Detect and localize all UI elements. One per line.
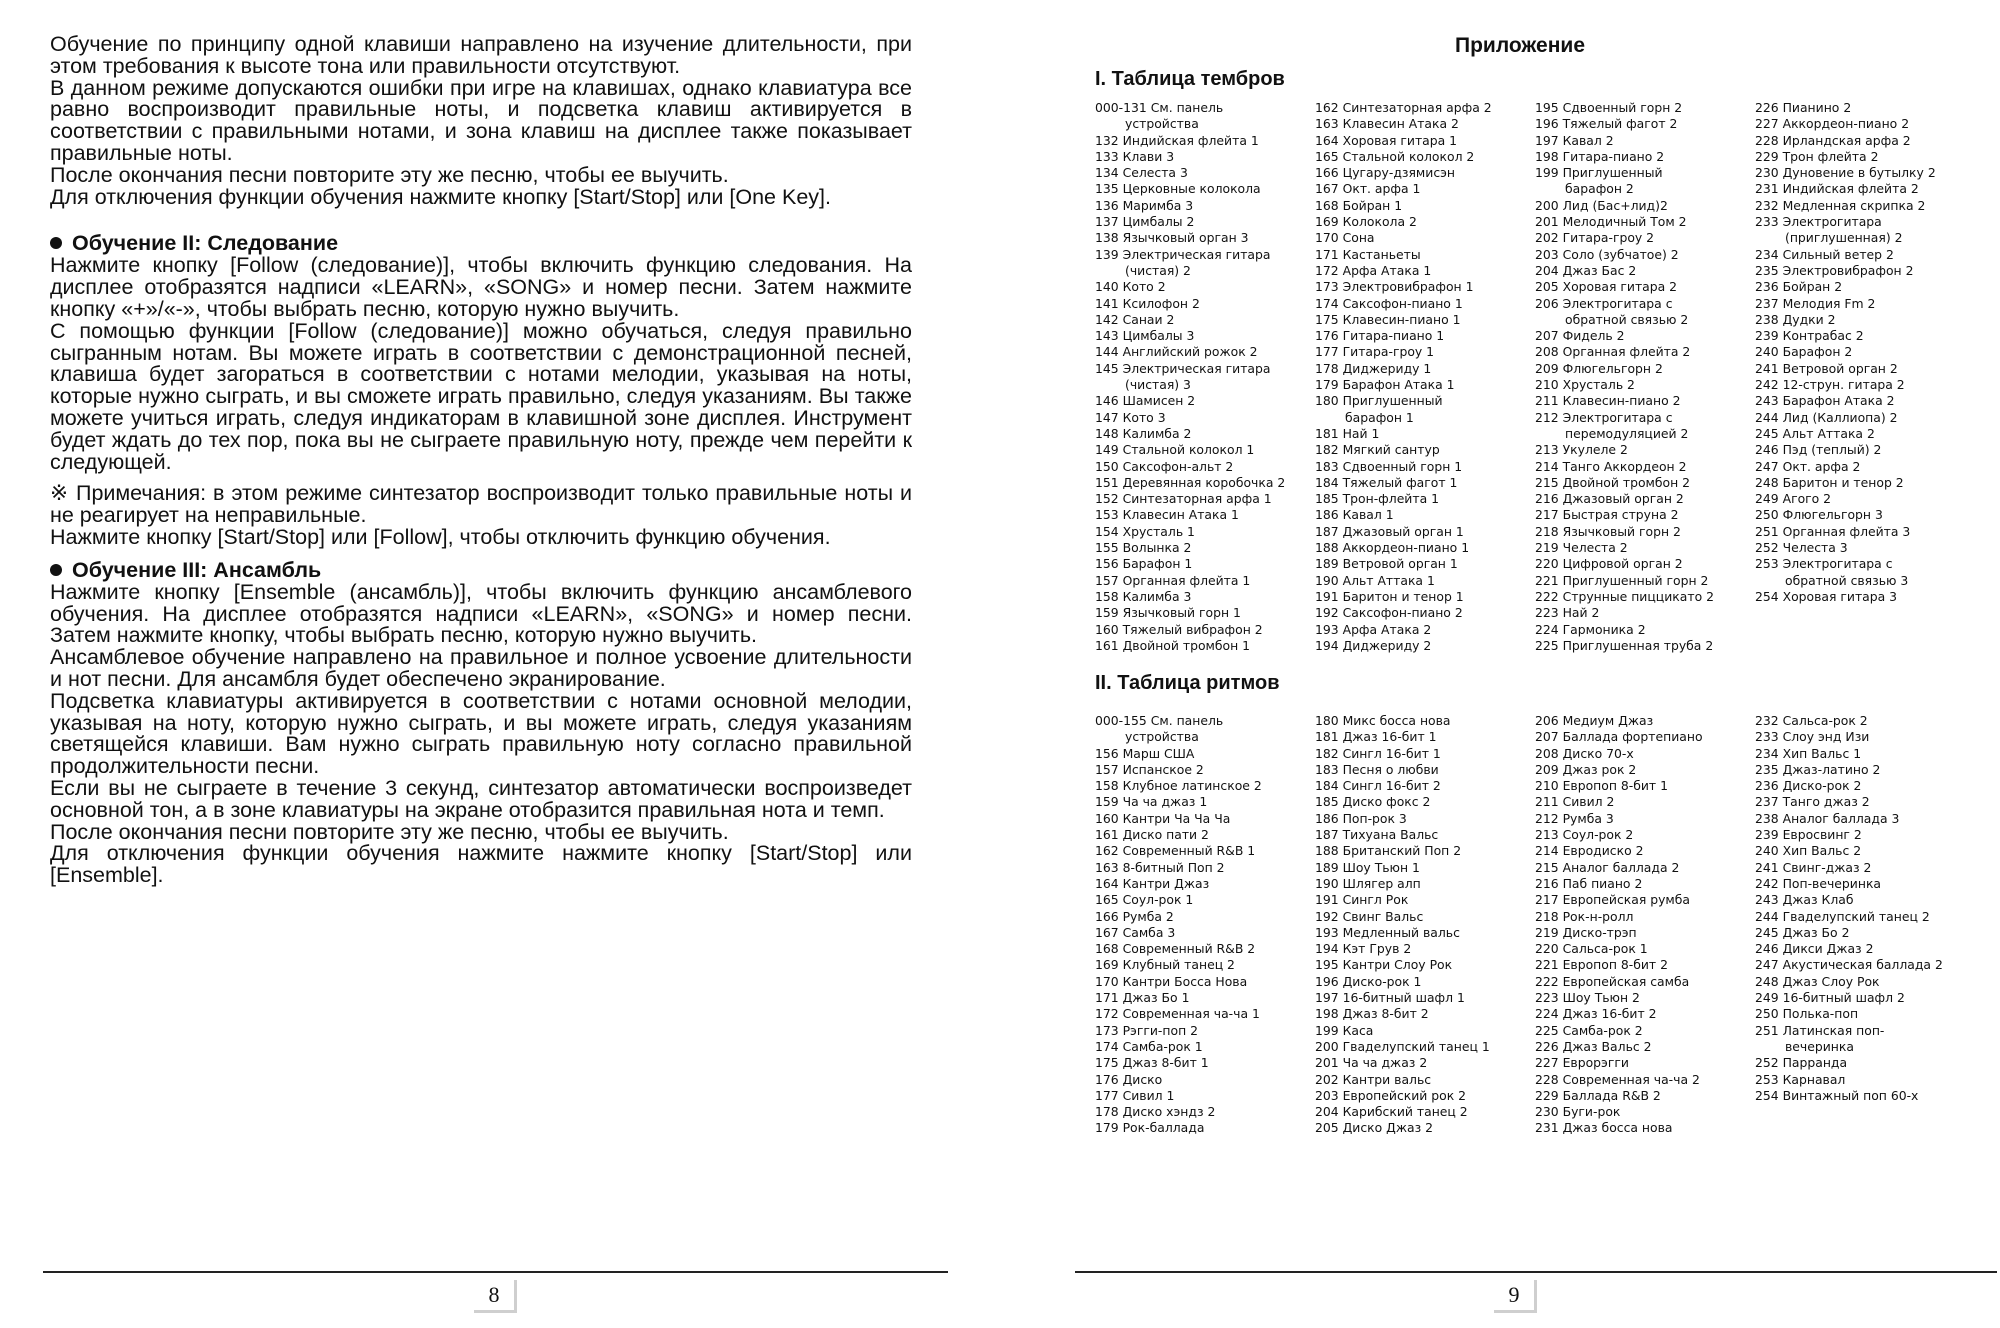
table-entry: 150 Саксофон-альт 2 bbox=[1095, 458, 1234, 474]
intro-paragraph: После окончания песни повторите эту же песню, чтобы ее выучить. bbox=[50, 162, 729, 187]
section-paragraph: Подсветка клавиатуры активируется в соответствии с нотами основной мелодии, указывая на ноту, которую нужно сыграть, и вы можете играть, следуя указаниям светящейся клавиши. Вам нужно сыграть правильную ноту согласно правильной продолжительности песни. bbox=[50, 688, 912, 779]
table-entry: 253 Электрогитара с bbox=[1755, 556, 1893, 572]
table-entry: 216 Джазовый орган 2 bbox=[1535, 491, 1684, 507]
footer-rule bbox=[1075, 1271, 1997, 1273]
table-entry: 217 Европейская румба bbox=[1535, 892, 1691, 908]
table-entry: 224 Джаз 16-бит 2 bbox=[1535, 1006, 1657, 1022]
table-entry: 191 Баритон и тенор 1 bbox=[1315, 588, 1464, 604]
table-entry: 192 Саксофон-пиано 2 bbox=[1315, 605, 1463, 621]
table-entry: 158 Клубное латинское 2 bbox=[1095, 778, 1262, 794]
table-entry: 177 Гитара-грoу 1 bbox=[1315, 344, 1435, 360]
table-entry: 184 Тяжелый фагот 1 bbox=[1315, 474, 1458, 490]
table-entry: 140 Кото 2 bbox=[1095, 279, 1166, 295]
intro-paragraph: В данном режиме допускаются ошибки при игре на клавишах, однако клавиатура все равно воспроизводит правильные ноты, и подсветка клавиш активируется в соответствии с правильными нотами, и зона клавиш на дисплее также показывает правильные ноты. bbox=[50, 75, 912, 165]
table-entry: 226 Джаз Вальс 2 bbox=[1535, 1038, 1652, 1054]
bullet-icon bbox=[50, 564, 62, 576]
table-entry: 247 Окт. арфа 2 bbox=[1755, 458, 1861, 474]
table-entry: 208 Диско 70-х bbox=[1535, 745, 1634, 761]
table-entry: 132 Индийская флейта 1 bbox=[1095, 132, 1259, 148]
table-entry: 224 Гармоника 2 bbox=[1535, 621, 1646, 637]
table-entry: 178 Диджериду 1 bbox=[1315, 360, 1432, 376]
table-entry: 215 Двойной тромбон 2 bbox=[1535, 474, 1691, 490]
table-entry: 195 Сдвоенный горн 2 bbox=[1535, 100, 1683, 115]
table-entry: 194 Диджериду 2 bbox=[1315, 637, 1432, 653]
table-entry: 228 Современная ча-ча 2 bbox=[1535, 1071, 1700, 1087]
table-entry: 212 Румба 3 bbox=[1535, 810, 1614, 826]
table-entry: 171 Джаз Бо 1 bbox=[1095, 990, 1190, 1006]
table-entry: 174 Самба-рок 1 bbox=[1095, 1038, 1203, 1054]
table-entry: 221 Европоп 8-бит 2 bbox=[1535, 957, 1668, 973]
appendix-title: Приложение bbox=[1454, 34, 1585, 57]
timbres-column bbox=[1095, 100, 1315, 654]
table-entry: 223 Най 2 bbox=[1535, 605, 1600, 621]
table-entry: 235 Электровибрафон 2 bbox=[1755, 262, 1914, 278]
table-entry: (чистая) 3 bbox=[1125, 377, 1191, 393]
table-entry: 170 Сона bbox=[1315, 230, 1375, 246]
table-entry: 213 Соул-рок 2 bbox=[1535, 827, 1634, 843]
table-entry: 218 Рок-н-ролл bbox=[1535, 908, 1634, 924]
table-entry: 246 Пэд (теплый) 2 bbox=[1755, 442, 1882, 458]
table-entry: 175 Клавесин-пиано 1 bbox=[1315, 311, 1461, 327]
table-entry: 198 Джаз 8-бит 2 bbox=[1315, 1006, 1429, 1022]
table-entry: 220 Цифровой орган 2 bbox=[1535, 556, 1683, 572]
table-entry: 225 Самба-рок 2 bbox=[1535, 1022, 1643, 1038]
table-entry: 168 Бойран 1 bbox=[1315, 197, 1403, 213]
table-entry: 192 Свинг Вальс bbox=[1315, 908, 1424, 924]
table-entry: 217 Быстрая струна 2 bbox=[1535, 507, 1679, 523]
table-entry: 168 Современный R&B 2 bbox=[1095, 941, 1256, 957]
table-entry: 186 Поп-рок 3 bbox=[1315, 810, 1407, 826]
table-entry: 161 Диско пати 2 bbox=[1095, 827, 1209, 843]
table-entry: 139 Электрическая гитара bbox=[1095, 246, 1271, 262]
table-entry: 249 Агого 2 bbox=[1755, 491, 1832, 507]
table-entry: 223 Шоу Тьюн 2 bbox=[1535, 990, 1640, 1006]
table-entry: 230 Дуновение в бутылку 2 bbox=[1755, 165, 1936, 181]
section-heading-text: Обучение II: Следование bbox=[72, 231, 339, 256]
table-entry: вечеринка bbox=[1785, 1038, 1854, 1054]
table-entry: 155 Волынка 2 bbox=[1095, 540, 1192, 556]
table-entry: 184 Сингл 16-бит 2 bbox=[1315, 778, 1441, 794]
table-entry: 250 Полька-поп bbox=[1755, 1006, 1859, 1022]
table-entry: 000-131 См. панель bbox=[1095, 100, 1224, 115]
table-entry: 195 Кантри Слоу Рок bbox=[1315, 957, 1453, 973]
table-entry: 177 Сивил 1 bbox=[1095, 1087, 1175, 1103]
table-entry: барафон 2 bbox=[1565, 181, 1634, 197]
table-entry: 253 Карнавал bbox=[1755, 1071, 1846, 1087]
table-entry: 196 Диско-рок 1 bbox=[1315, 973, 1422, 989]
table-entry: 148 Калимба 2 bbox=[1095, 425, 1192, 441]
table-entry: 173 Электровибрафон 1 bbox=[1315, 279, 1474, 295]
table-entry: 200 Гваделупский танец 1 bbox=[1315, 1038, 1490, 1054]
table-entry: 208 Органная флейта 2 bbox=[1535, 344, 1691, 360]
table-entry: 222 Европейская самба bbox=[1535, 973, 1690, 989]
section-heading-follow bbox=[50, 232, 912, 255]
table-entry: 237 Мелодия Fm 2 bbox=[1755, 295, 1876, 311]
table-entry: 154 Хрусталь 1 bbox=[1095, 523, 1195, 539]
table-entry: 146 Шамисен 2 bbox=[1095, 393, 1196, 409]
table-entry: 143 Цимбалы 3 bbox=[1095, 328, 1195, 344]
rhythms-table bbox=[1095, 713, 1975, 1137]
section-heading-text: Обучение III: Ансамбль bbox=[72, 557, 322, 582]
table-entry: 243 Джаз Клаб bbox=[1755, 892, 1854, 908]
table-entry: 235 Джаз-латино 2 bbox=[1755, 761, 1881, 777]
table-entry: 236 Бойран 2 bbox=[1755, 279, 1843, 295]
table-entry: обратной связью 2 bbox=[1565, 311, 1689, 327]
table-entry: 180 Микс босса нова bbox=[1315, 713, 1451, 728]
table-entry: 136 Маримба 3 bbox=[1095, 197, 1194, 213]
table-entry: 251 Органная флейта 3 bbox=[1755, 523, 1911, 539]
table-entry: 234 Сильный ветер 2 bbox=[1755, 246, 1894, 262]
table-entry: 160 Тяжелый вибрафон 2 bbox=[1095, 621, 1263, 637]
table-entry: 187 Тихуана Вальс bbox=[1315, 827, 1439, 843]
table-entry: 135 Церковные колокола bbox=[1095, 181, 1261, 197]
table-entry: 000-155 См. панель bbox=[1095, 713, 1224, 728]
table-entry: 173 Рэгги-поп 2 bbox=[1095, 1022, 1199, 1038]
section-paragraph: После окончания песни повторите эту же песню, чтобы ее выучить. bbox=[50, 819, 729, 844]
section-paragraph: Нажмите кнопку [Ensemble (ансамбль)], чтобы включить функцию ансамблевого обучения. На дисплее отобразятся надписи «LEARN», «SONG» и номер песни. Затем нажмите кнопку, чтобы выбрать песню, которую нужно выучить. bbox=[50, 579, 912, 648]
table-entry: 245 Альт Аттака 2 bbox=[1755, 425, 1875, 441]
table-entry: 191 Сингл Рок bbox=[1315, 892, 1409, 908]
table-entry: устройства bbox=[1125, 116, 1199, 132]
table-entry: 193 Медленный вальс bbox=[1315, 924, 1460, 940]
table-entry: 194 Кэт Грув 2 bbox=[1315, 941, 1412, 957]
table-entry: 238 Аналог баллада 3 bbox=[1755, 810, 1900, 826]
table-entry: 227 Аккордеон-пиано 2 bbox=[1755, 116, 1910, 132]
table-entry: 218 Язычковый горн 2 bbox=[1535, 523, 1681, 539]
table-entry: 200 Лид (Бас+лид)2 bbox=[1535, 197, 1668, 213]
table-entry: 142 Санаи 2 bbox=[1095, 311, 1175, 327]
left-page bbox=[0, 0, 960, 1328]
table-entry: 159 Ча ча джаз 1 bbox=[1095, 794, 1208, 810]
table-entry: 209 Флюгельгорн 2 bbox=[1535, 360, 1663, 376]
table-entry: 252 Парранда bbox=[1755, 1055, 1848, 1071]
table-entry: 207 Фидель 2 bbox=[1535, 328, 1625, 344]
table-entry: 242 Поп-вечеринка bbox=[1755, 875, 1882, 891]
table-entry: (чистая) 2 bbox=[1125, 262, 1191, 278]
rhythms-column bbox=[1535, 713, 1755, 1137]
table-entry: 186 Кавал 1 bbox=[1315, 507, 1394, 523]
table-entry: 196 Тяжелый фагот 2 bbox=[1535, 116, 1678, 132]
rhythms-table-title: II. Таблица ритмов bbox=[1095, 672, 1280, 694]
table-entry: 210 Европоп 8-бит 1 bbox=[1535, 778, 1668, 794]
table-entry: 152 Синтезаторная арфа 1 bbox=[1095, 491, 1272, 507]
table-entry: 205 Хоровая гитара 2 bbox=[1535, 279, 1678, 295]
rhythms-column bbox=[1315, 713, 1535, 1137]
table-entry: 157 Органная флейта 1 bbox=[1095, 572, 1251, 588]
section-heading-ensemble bbox=[50, 559, 912, 582]
table-entry: 198 Гитара-пиано 2 bbox=[1535, 148, 1665, 164]
table-entry: 211 Клавесин-пиано 2 bbox=[1535, 393, 1681, 409]
section-paragraph: Для отключения функции обучения нажмите нажмите кнопку [Start/Stop] или [Ensemble]. bbox=[50, 841, 912, 888]
table-entry: 169 Клубный танец 2 bbox=[1095, 957, 1235, 973]
table-entry: 174 Саксофон-пиано 1 bbox=[1315, 295, 1463, 311]
table-entry: 183 Сдвоенный горн 1 bbox=[1315, 458, 1463, 474]
table-entry: 245 Джаз Бо 2 bbox=[1755, 924, 1850, 940]
table-entry: 202 Гитара-грoу 2 bbox=[1535, 230, 1655, 246]
table-entry: 241 Свинг-джаз 2 bbox=[1755, 859, 1872, 875]
table-entry: 134 Селеста 3 bbox=[1095, 165, 1188, 181]
table-entry: 243 Барафон Атака 2 bbox=[1755, 393, 1895, 409]
table-entry: 219 Челеста 2 bbox=[1535, 540, 1628, 556]
table-entry: 233 Слоу энд Изи bbox=[1755, 729, 1870, 745]
table-entry: 190 Шлягер алп bbox=[1315, 875, 1421, 891]
table-entry: 234 Хип Вальс 1 bbox=[1755, 745, 1862, 761]
table-entry: 215 Аналог баллада 2 bbox=[1535, 859, 1680, 875]
table-entry: 240 Хип Вальс 2 bbox=[1755, 843, 1862, 859]
table-entry: 181 Джаз 16-бит 1 bbox=[1315, 729, 1437, 745]
table-entry: 204 Карибский танец 2 bbox=[1315, 1104, 1468, 1120]
table-entry: 244 Лид (Каллиопа) 2 bbox=[1755, 409, 1898, 425]
table-entry: 160 Кантри Ча Ча Ча bbox=[1095, 810, 1231, 826]
timbres-table bbox=[1095, 100, 1975, 654]
table-entry: 232 Сальса-рок 2 bbox=[1755, 713, 1868, 728]
table-entry: 201 Мелодичный Том 2 bbox=[1535, 214, 1687, 230]
table-entry: 203 Соло (зубчатое) 2 bbox=[1535, 246, 1679, 262]
table-entry: 169 Колокола 2 bbox=[1315, 214, 1417, 230]
page-number: 8 bbox=[474, 1280, 517, 1313]
table-entry: 236 Диско-рок 2 bbox=[1755, 778, 1862, 794]
table-entry: 201 Ча ча джаз 2 bbox=[1315, 1055, 1428, 1071]
section-paragraph: Если вы не сыграете в течение 3 секунд, синтезатор автоматически воспроизведет основной тон, а в зоне клавиатуры на экране отобразится правильная нота и темп. bbox=[50, 775, 912, 822]
table-entry: 153 Клавесин Атака 1 bbox=[1095, 507, 1239, 523]
table-entry: 179 Барафон Атака 1 bbox=[1315, 377, 1455, 393]
table-entry: 189 Шоу Тьюн 1 bbox=[1315, 859, 1420, 875]
rhythms-column bbox=[1755, 713, 1975, 1137]
table-entry: 213 Укулеле 2 bbox=[1535, 442, 1628, 458]
table-entry: 163 8-битный Поп 2 bbox=[1095, 859, 1225, 875]
table-entry: 161 Двойной тромбон 1 bbox=[1095, 637, 1251, 653]
table-entry: 156 Барафон 1 bbox=[1095, 556, 1193, 572]
left-page-text bbox=[50, 34, 912, 887]
table-entry: 157 Испанское 2 bbox=[1095, 761, 1204, 777]
table-entry: 137 Цимбалы 2 bbox=[1095, 214, 1195, 230]
table-entry: 166 Румба 2 bbox=[1095, 908, 1174, 924]
table-entry: 216 Паб пиано 2 bbox=[1535, 875, 1643, 891]
table-entry: 179 Рок-баллада bbox=[1095, 1120, 1205, 1136]
table-entry: 231 Индийская флейта 2 bbox=[1755, 181, 1919, 197]
table-entry: 165 Соул-рок 1 bbox=[1095, 892, 1194, 908]
table-entry: 151 Деревянная коробочка 2 bbox=[1095, 474, 1286, 490]
table-entry: 214 Евродиско 2 bbox=[1535, 843, 1644, 859]
table-entry: 228 Ирландская арфа 2 bbox=[1755, 132, 1911, 148]
intro-paragraph: Обучение по принципу одной клавиши направлено на изучение длительности, при этом требования к высоте тона или правильности отсутствуют. bbox=[50, 32, 912, 78]
table-entry: 229 Трон флейта 2 bbox=[1755, 148, 1879, 164]
timbres-column bbox=[1535, 100, 1755, 654]
footer-rule bbox=[43, 1271, 948, 1273]
table-entry: 144 Английский рожок 2 bbox=[1095, 344, 1258, 360]
table-entry: 240 Барафон 2 bbox=[1755, 344, 1853, 360]
table-entry: 172 Арфа Атака 1 bbox=[1315, 262, 1432, 278]
table-entry: 199 Приглушенный bbox=[1535, 165, 1663, 181]
table-entry: 193 Арфа Атака 2 bbox=[1315, 621, 1432, 637]
table-entry: 164 Кантри Джаз bbox=[1095, 875, 1210, 891]
table-entry: 207 Баллада фортепиано bbox=[1535, 729, 1703, 745]
table-entry: 249 16-битный шафл 2 bbox=[1755, 990, 1905, 1006]
note-paragraph: ※ Примечания: в этом режиме синтезатор воспроизводит только правильные ноты и не реагирует на неправильные. bbox=[50, 481, 912, 528]
table-entry: 214 Танго Аккордеон 2 bbox=[1535, 458, 1687, 474]
table-entry: 238 Дудки 2 bbox=[1755, 311, 1836, 327]
table-entry: 219 Диско-трэп bbox=[1535, 924, 1637, 940]
table-entry: 166 Цугару-дзямисэн bbox=[1315, 165, 1456, 181]
table-entry: 185 Диско фокс 2 bbox=[1315, 794, 1431, 810]
table-entry: 248 Джаз Слоу Рок bbox=[1755, 973, 1880, 989]
table-entry: 170 Кантри Босса Нова bbox=[1095, 973, 1248, 989]
table-entry: 171 Кастаньеты bbox=[1315, 246, 1421, 262]
intro-paragraph: Для отключения функции обучения нажмите кнопку [Start/Stop] или [One Key]. bbox=[50, 184, 831, 209]
table-entry: 254 Хоровая гитара 3 bbox=[1755, 588, 1898, 604]
table-entry: 242 12-струн. гитара 2 bbox=[1755, 377, 1905, 393]
table-entry: 237 Танго джаз 2 bbox=[1755, 794, 1870, 810]
table-entry: 203 Европейский рок 2 bbox=[1315, 1087, 1467, 1103]
section-paragraph: Нажмите кнопку [Follow (следование)], чтобы включить функцию следования. На дисплее отобразятся надписи «LEARN», «SONG» и номер песни. Затем нажмите кнопку «+»/«-», чтобы выбрать песню, которую нужно выучить. bbox=[50, 253, 912, 321]
table-entry: 189 Ветровой орган 1 bbox=[1315, 556, 1458, 572]
table-entry: 159 Язычковый горн 1 bbox=[1095, 605, 1241, 621]
note-paragraph: Нажмите кнопку [Start/Stop] или [Follow], чтобы отключить функцию обучения. bbox=[50, 524, 831, 549]
table-entry: 165 Стальной колокол 2 bbox=[1315, 148, 1475, 164]
table-entry: 252 Челеста 3 bbox=[1755, 540, 1848, 556]
table-entry: 204 Джаз Бас 2 bbox=[1535, 262, 1637, 278]
table-entry: обратной связью 3 bbox=[1785, 572, 1909, 588]
table-entry: 181 Най 1 bbox=[1315, 425, 1380, 441]
table-entry: 178 Диско хэндз 2 bbox=[1095, 1104, 1216, 1120]
table-entry: барафон 1 bbox=[1345, 409, 1414, 425]
table-entry: 197 Кавал 2 bbox=[1535, 132, 1614, 148]
right-page bbox=[1040, 0, 2000, 1328]
table-entry: 199 Каса bbox=[1315, 1022, 1374, 1038]
table-entry: 185 Трон-флейта 1 bbox=[1315, 491, 1439, 507]
table-entry: 164 Хоровая гитара 1 bbox=[1315, 132, 1458, 148]
table-entry: 206 Медиум Джаз bbox=[1535, 713, 1654, 728]
table-entry: 232 Медленная скрипка 2 bbox=[1755, 197, 1926, 213]
table-entry: 167 Окт. арфа 1 bbox=[1315, 181, 1421, 197]
table-entry: 210 Хрусталь 2 bbox=[1535, 377, 1635, 393]
timbres-table-title: I. Таблица тембров bbox=[1095, 68, 1285, 90]
table-entry: 251 Латинская поп- bbox=[1755, 1022, 1885, 1038]
table-entry: 145 Электрическая гитара bbox=[1095, 360, 1271, 376]
table-entry: 233 Электрогитара bbox=[1755, 214, 1882, 230]
table-entry: 227 Еврорэгги bbox=[1535, 1055, 1629, 1071]
table-entry: 176 Диско bbox=[1095, 1071, 1163, 1087]
table-entry: 206 Электрогитара с bbox=[1535, 295, 1673, 311]
table-entry: 247 Акустическая баллада 2 bbox=[1755, 957, 1943, 973]
table-entry: 248 Баритон и тенор 2 bbox=[1755, 474, 1904, 490]
table-entry: 246 Дикси Джаз 2 bbox=[1755, 941, 1874, 957]
table-entry: 188 Британский Поп 2 bbox=[1315, 843, 1462, 859]
table-entry: 254 Винтажный поп 60-х bbox=[1755, 1087, 1919, 1103]
table-entry: 229 Баллада R&B 2 bbox=[1535, 1087, 1661, 1103]
section-paragraph: С помощью функции [Follow (следование)] можно обучаться, следуя правильно сыгранным нотам. Вы можете играть в соответствии с демонстрационной песней, клавиша будет загораться в соответствии с нотами мелодии, указывая на ноты, которые нужно сыграть, и вы сможете играть правильно, следуя указаниям. Вы также можете учиться играть, следуя индикаторам в клавишной зоне дисплея. Инструмент будет ждать до тех пор, пока вы не сыграете правильную ноту, прежде чем перейти к следующей. bbox=[50, 318, 912, 474]
table-entry: 182 Мягкий сантур bbox=[1315, 442, 1440, 458]
bullet-icon bbox=[50, 237, 62, 249]
table-entry: 222 Струнные пиццикато 2 bbox=[1535, 588, 1714, 604]
table-entry: 172 Современная ча-ча 1 bbox=[1095, 1006, 1260, 1022]
table-entry: 147 Кото 3 bbox=[1095, 409, 1166, 425]
table-entry: устройства bbox=[1125, 729, 1199, 745]
table-entry: 190 Альт Аттака 1 bbox=[1315, 572, 1435, 588]
table-entry: (приглушенная) 2 bbox=[1785, 230, 1903, 246]
timbres-column bbox=[1315, 100, 1535, 654]
table-entry: 180 Приглушенный bbox=[1315, 393, 1443, 409]
section-paragraph: Ансамблевое обучение направлено на правильное и полное усвоение длительности и нот песни. Для ансамбля будет обеспечено экранирование. bbox=[50, 645, 912, 691]
table-entry: 133 Клави 3 bbox=[1095, 148, 1175, 164]
table-entry: 163 Клавесин Атака 2 bbox=[1315, 116, 1459, 132]
table-entry: 149 Стальной колокол 1 bbox=[1095, 442, 1255, 458]
rhythms-column bbox=[1095, 713, 1315, 1137]
table-entry: 156 Марш США bbox=[1095, 745, 1195, 761]
table-entry: 187 Джазовый орган 1 bbox=[1315, 523, 1464, 539]
table-entry: 231 Джаз босса нова bbox=[1535, 1120, 1673, 1136]
table-entry: 209 Джаз рок 2 bbox=[1535, 761, 1637, 777]
table-entry: 167 Самба 3 bbox=[1095, 924, 1176, 940]
table-entry: 239 Контрабас 2 bbox=[1755, 328, 1864, 344]
table-entry: 183 Песня о любви bbox=[1315, 761, 1439, 777]
table-entry: 182 Сингл 16-бит 1 bbox=[1315, 745, 1441, 761]
table-entry: 244 Гваделупский танец 2 bbox=[1755, 908, 1930, 924]
table-entry: 188 Аккордеон-пиано 1 bbox=[1315, 540, 1470, 556]
table-entry: 221 Приглушенный горн 2 bbox=[1535, 572, 1709, 588]
table-entry: 226 Пианино 2 bbox=[1755, 100, 1852, 115]
table-entry: 162 Современный R&B 1 bbox=[1095, 843, 1256, 859]
table-entry: 211 Сивил 2 bbox=[1535, 794, 1615, 810]
table-entry: 197 16-битный шафл 1 bbox=[1315, 990, 1465, 1006]
table-entry: 176 Гитара-пиано 1 bbox=[1315, 328, 1445, 344]
table-entry: 230 Буги-рок bbox=[1535, 1104, 1621, 1120]
table-entry: 205 Диско Джаз 2 bbox=[1315, 1120, 1433, 1136]
table-entry: 250 Флюгельгорн 3 bbox=[1755, 507, 1883, 523]
table-entry: 220 Сальса-рок 1 bbox=[1535, 941, 1648, 957]
table-entry: перемодуляцией 2 bbox=[1565, 425, 1689, 441]
table-entry: 158 Калимба 3 bbox=[1095, 588, 1192, 604]
table-entry: 225 Приглушенная труба 2 bbox=[1535, 637, 1714, 653]
table-entry: 212 Электрогитара с bbox=[1535, 409, 1673, 425]
table-entry: 239 Евросвинг 2 bbox=[1755, 827, 1862, 843]
table-entry: 202 Кантри вальс bbox=[1315, 1071, 1432, 1087]
table-entry: 138 Язычковый орган 3 bbox=[1095, 230, 1249, 246]
timbres-column bbox=[1755, 100, 1975, 654]
table-entry: 162 Синтезаторная арфа 2 bbox=[1315, 100, 1492, 115]
page-number: 9 bbox=[1494, 1280, 1537, 1313]
table-entry: 241 Ветровой орган 2 bbox=[1755, 360, 1898, 376]
table-entry: 141 Ксилофон 2 bbox=[1095, 295, 1200, 311]
table-entry: 175 Джаз 8-бит 1 bbox=[1095, 1055, 1209, 1071]
